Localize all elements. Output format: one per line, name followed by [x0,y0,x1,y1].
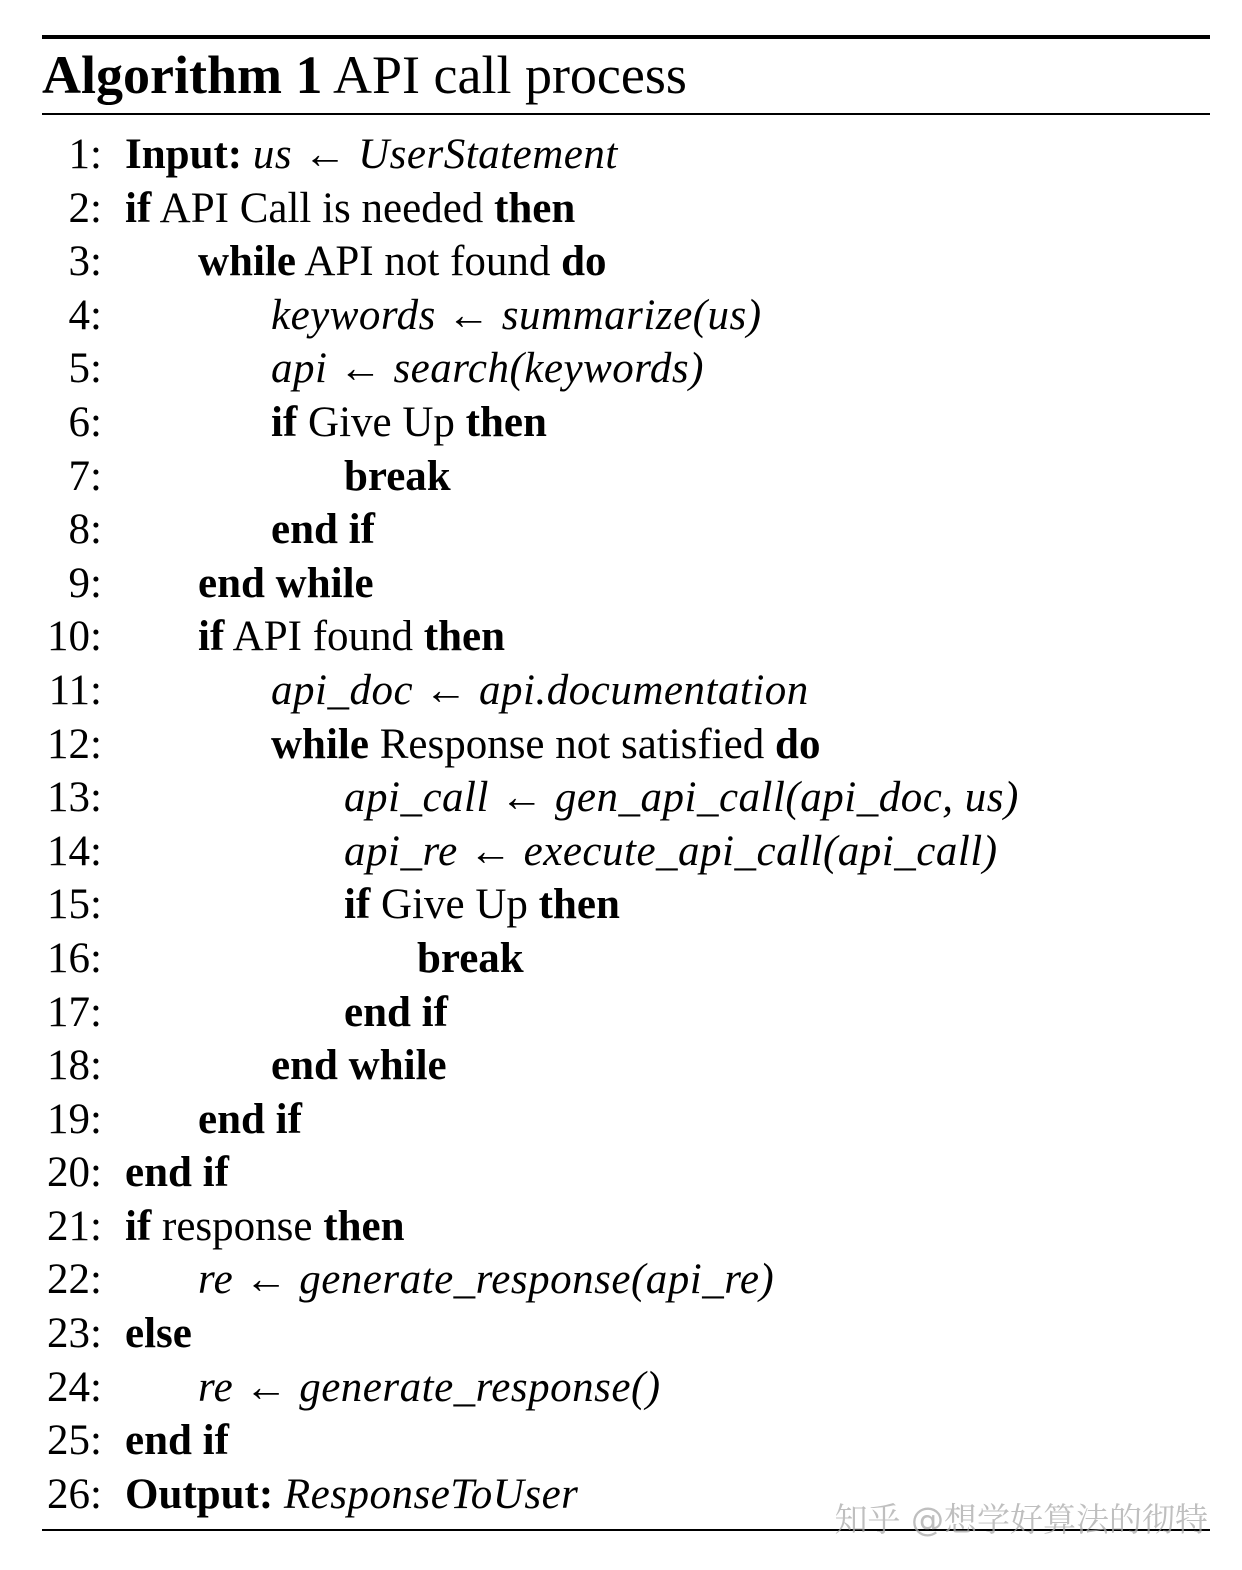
line-content [271,718,820,772]
line-content [125,1468,578,1522]
keyword: end while [271,1042,447,1090]
algorithm-line [0,289,1242,343]
keyword: do [775,720,821,768]
keyword: break [417,934,524,982]
line-content [198,557,374,611]
line-number: 14: [47,827,102,875]
line-number: 22: [47,1256,102,1304]
algorithm-line [0,718,1242,772]
keyword: while [198,238,296,286]
keyword: do [561,238,607,286]
keyword: then [494,184,576,232]
line-number: 18: [47,1042,102,1090]
line-content [125,1414,229,1468]
keyword: if [125,184,152,232]
line-number: 2: [68,184,102,232]
math-expression: api ← search(keywords) [271,345,704,393]
algorithm-line [0,664,1242,718]
keyword: then [423,613,505,661]
line-content [344,878,620,932]
keyword: then [465,398,547,446]
line-content [344,825,998,879]
algorithm-line [0,1093,1242,1147]
line-number: 19: [47,1095,102,1143]
line-number: 16: [47,934,102,982]
line-text: API found [224,613,424,661]
line-content [271,396,547,450]
algorithm-line [0,128,1242,182]
line-number: 26: [47,1470,102,1518]
line-number: 20: [47,1149,102,1197]
math-expression: re ← generate_response() [198,1363,661,1411]
line-number: 25: [47,1417,102,1465]
line-number: 4: [68,291,102,339]
line-text: API Call is needed [151,184,495,232]
line-number: 17: [47,988,102,1036]
line-text [273,1471,284,1518]
algorithm-line [0,1253,1242,1307]
keyword: end while [198,559,374,607]
algorithm-body [0,128,1242,1521]
line-number: 15: [47,881,102,929]
line-number: 6: [68,398,102,446]
line-content [271,342,704,396]
line-content [344,771,1019,825]
line-number: 12: [47,720,102,768]
line-number: 23: [47,1310,102,1358]
line-number: 24: [47,1363,102,1411]
line-number: 11: [48,666,102,714]
algorithm-line [0,342,1242,396]
line-content [344,986,448,1040]
line-content [125,1200,404,1254]
algorithm-line [0,450,1242,504]
math-expression: re ← generate_response(api_re) [198,1256,775,1304]
algorithm-line [0,235,1242,289]
math-expression: ResponseToUser [283,1470,579,1518]
keyword: if [198,613,225,661]
line-content [271,1039,447,1093]
keyword: Input: [125,131,243,178]
keyword: if [125,1202,152,1250]
algorithm-label: Algorithm 1 [42,45,323,105]
caption-rule [42,113,1210,115]
line-number: 21: [47,1202,102,1250]
line-text: Give Up [297,398,466,446]
line-number: 7: [68,452,102,500]
algorithm-line [0,503,1242,557]
keyword: end if [125,1149,229,1197]
keyword: break [344,452,451,500]
algorithm-line [0,771,1242,825]
algorithm-line [0,1414,1242,1468]
algorithm-line [0,1361,1242,1415]
line-text: response [151,1202,324,1250]
algorithm-line [0,825,1242,879]
algorithm-line [0,396,1242,450]
keyword: then [323,1202,405,1250]
keyword: else [125,1310,192,1358]
math-expression: api_re ← execute_api_call(api_call) [344,827,998,875]
line-content [198,235,607,289]
keyword: while [271,720,369,768]
line-content [198,610,505,664]
line-number: 10: [47,613,102,661]
line-number: 8: [68,506,102,554]
line-number: 1: [68,131,102,178]
algorithm-line [0,1146,1242,1200]
line-content [125,128,618,182]
line-number: 9: [68,559,102,607]
keyword: Output: [125,1470,274,1518]
line-number: 3: [68,238,102,286]
line-text [242,131,253,178]
algorithm-line [0,610,1242,664]
line-number: 5: [68,345,102,393]
line-content [344,450,451,504]
math-expression: api_call ← gen_api_call(api_doc, us) [344,774,1019,822]
line-content [271,289,762,343]
line-content [198,1253,774,1307]
line-content [125,1307,192,1361]
keyword: if [271,398,298,446]
algorithm-line [0,557,1242,611]
line-text: Give Up [370,881,539,929]
math-expression: us ← UserStatement [252,131,618,178]
math-expression: api_doc ← api.documentation [271,666,809,714]
line-content [198,1361,661,1415]
line-text: API not found [295,238,562,286]
line-content [417,932,524,986]
line-content [125,1146,229,1200]
algorithm-line [0,1039,1242,1093]
keyword: then [538,881,620,929]
algorithm-line [0,1307,1242,1361]
keyword: end if [271,506,375,554]
math-expression: keywords ← summarize(us) [271,291,762,339]
line-number: 13: [47,774,102,822]
line-text: Response not satisfied [368,720,776,768]
algorithm-caption [42,38,687,112]
keyword: if [344,881,371,929]
line-content [271,664,809,718]
algorithm-line [0,182,1242,236]
line-content [198,1093,302,1147]
watermark: 知乎 @想学好算法的彻特 [834,1500,1208,1539]
keyword: end if [198,1095,302,1143]
line-content [125,182,575,236]
algorithm-line [0,878,1242,932]
algorithm-line [0,932,1242,986]
algorithm-title: API call process [333,45,687,105]
line-content [271,503,375,557]
keyword: end if [125,1417,229,1465]
algorithm-line [0,986,1242,1040]
algorithm-line [0,1200,1242,1254]
keyword: end if [344,988,448,1036]
